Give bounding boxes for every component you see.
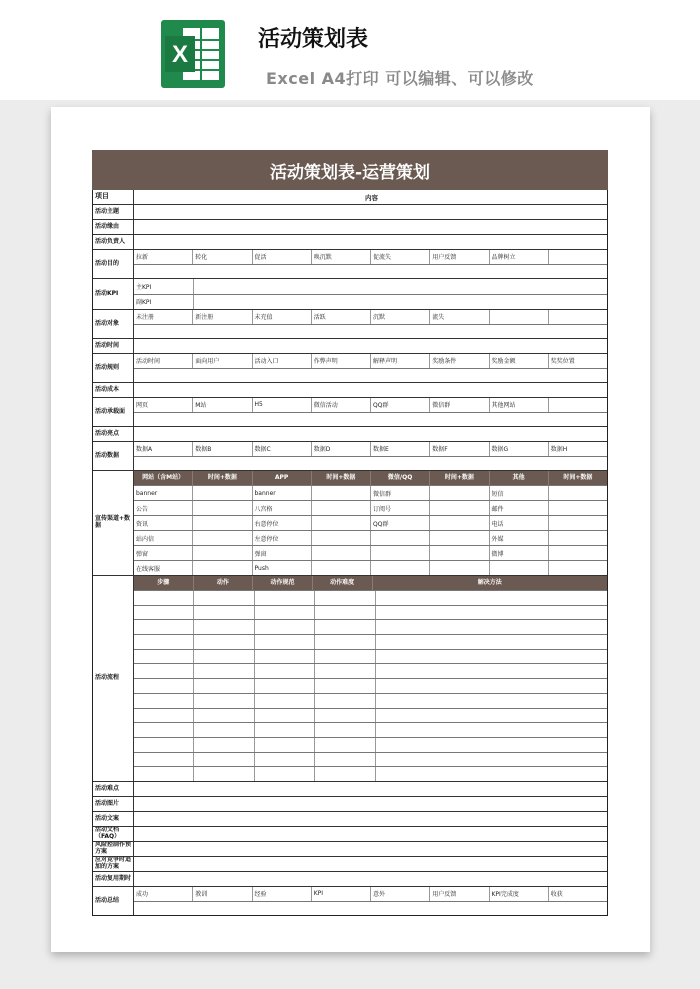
process-cell[interactable] [255, 723, 315, 737]
process-cell[interactable] [255, 694, 315, 708]
process-row [134, 766, 607, 781]
carrier-detail-cell[interactable] [134, 413, 607, 427]
process-cell[interactable] [315, 606, 375, 620]
channel-header: 网站（含M站） [134, 471, 193, 485]
carrier-item[interactable]: QQ群 [371, 398, 430, 412]
process-cell[interactable] [315, 738, 375, 752]
channel-cell[interactable]: 站内信 [134, 531, 193, 545]
process-cell[interactable] [376, 753, 608, 767]
channel-row [134, 485, 607, 500]
cell-reason[interactable] [134, 220, 607, 234]
row-difficulty [93, 781, 607, 796]
process-header: 动作难度 [313, 576, 373, 590]
process-cell[interactable] [255, 679, 315, 693]
rules-item[interactable]: 面向用户 [193, 354, 252, 368]
process-cell[interactable] [255, 664, 315, 678]
channel-cell[interactable] [549, 561, 607, 575]
rules-detail-cell[interactable] [134, 369, 607, 383]
process-cell[interactable] [134, 620, 194, 634]
row-owner [93, 234, 607, 249]
channel-header: 时间+数据 [430, 471, 489, 485]
label-process: 活动流程 [93, 576, 134, 781]
row-risk [93, 841, 607, 856]
data-detail-cell[interactable] [134, 457, 607, 471]
item-column-header: 项目 [93, 190, 134, 204]
channel-cell[interactable]: banner [134, 486, 193, 500]
channel-cell[interactable]: 短信 [490, 486, 549, 500]
channel-cell[interactable]: 订阅号 [371, 501, 430, 515]
goal-detail-cell[interactable] [134, 265, 607, 279]
process-cell[interactable] [134, 650, 194, 664]
page-title: 活动策划表 [258, 27, 369, 52]
channel-row [134, 545, 607, 560]
process-row [134, 590, 607, 605]
process-row [134, 708, 607, 723]
page-subtitle: Excel A4打印 可以编辑、可以修改 [266, 69, 534, 88]
cell-time[interactable] [134, 339, 607, 353]
process-cell[interactable] [376, 723, 608, 737]
target-item[interactable]: 未充值 [253, 310, 312, 324]
summary-item[interactable]: KPI完成度 [490, 887, 549, 901]
label-rules: 活动规则 [93, 354, 134, 382]
label-compete: 应对竞争时追加的方案 [93, 857, 134, 871]
process-cell[interactable] [255, 635, 315, 649]
process-cell[interactable] [376, 709, 608, 723]
target-item[interactable]: 新注册 [193, 310, 252, 324]
carrier-item[interactable] [549, 398, 607, 412]
channel-cell[interactable]: 外媒 [490, 531, 549, 545]
channel-cell[interactable]: banner [253, 486, 312, 500]
process-cell[interactable] [194, 650, 254, 664]
channel-cell[interactable] [549, 516, 607, 530]
label-target: 活动对象 [93, 310, 134, 338]
channel-cell[interactable] [193, 516, 252, 530]
process-cell[interactable] [255, 591, 315, 605]
cell-highlight[interactable] [134, 427, 607, 441]
label-faq: 活动文档（FAQ） [93, 827, 134, 841]
kpi-main[interactable]: 主KPI [134, 279, 194, 294]
summary-item[interactable]: 用户反馈 [430, 887, 489, 901]
channel-cell[interactable] [312, 486, 371, 500]
label-copy: 活动文案 [93, 812, 134, 826]
channel-cell[interactable] [193, 501, 252, 515]
channel-header: 时间+数据 [549, 471, 607, 485]
target-item[interactable] [549, 310, 607, 324]
process-cell[interactable] [315, 767, 375, 781]
label-cost: 活动成本 [93, 383, 134, 397]
channel-cell[interactable]: QQ群 [371, 516, 430, 530]
goal-item[interactable]: 拉新 [134, 250, 193, 264]
channel-cell[interactable]: 资讯 [134, 516, 193, 530]
target-item[interactable]: 活跃 [312, 310, 371, 324]
process-cell[interactable] [376, 738, 608, 752]
channel-cell[interactable]: 微信群 [371, 486, 430, 500]
process-cell[interactable] [376, 679, 608, 693]
rules-item[interactable]: 奖奖位置 [550, 358, 575, 366]
label-reason: 活动缘由 [93, 220, 134, 234]
cell-review[interactable] [134, 872, 607, 886]
channel-cell[interactable] [193, 486, 252, 500]
process-row [134, 693, 607, 708]
summary-detail-cell[interactable] [134, 902, 607, 916]
target-item[interactable]: 流失 [430, 310, 489, 324]
excel-icon [161, 20, 225, 88]
row-channel [93, 470, 607, 575]
process-cell[interactable] [315, 694, 375, 708]
channel-header: 时间+数据 [193, 471, 252, 485]
row-summary [93, 886, 607, 915]
planning-sheet [92, 150, 608, 911]
process-header: 步骤 [134, 576, 194, 590]
cell-risk[interactable] [134, 842, 607, 856]
process-cell[interactable] [255, 753, 315, 767]
process-cell[interactable] [134, 738, 194, 752]
channel-cell[interactable]: 在线客服 [134, 561, 193, 575]
channel-cell[interactable] [193, 561, 252, 575]
cell-compete[interactable] [134, 857, 607, 871]
process-cell[interactable] [134, 694, 194, 708]
channel-cell[interactable] [312, 561, 371, 575]
content-column-header: 内容 [365, 193, 378, 202]
summary-item[interactable]: 收获 [550, 891, 563, 899]
cell-copy[interactable] [134, 812, 607, 826]
process-cell[interactable] [194, 767, 254, 781]
process-cell[interactable] [255, 738, 315, 752]
process-cell[interactable] [315, 650, 375, 664]
process-cell[interactable] [194, 723, 254, 737]
channel-cell[interactable] [193, 546, 252, 560]
cell-difficulty[interactable] [134, 782, 607, 796]
rules-item[interactable]: 活动入口 [253, 354, 312, 368]
process-cell[interactable] [376, 635, 608, 649]
channel-header: 其他 [490, 471, 549, 485]
channel-cell[interactable] [490, 561, 549, 575]
process-row [134, 722, 607, 737]
row-images [93, 796, 607, 811]
label-highlight: 活动亮点 [93, 427, 134, 441]
goal-item[interactable]: 用户反馈 [430, 250, 489, 264]
row-highlight [93, 426, 607, 441]
process-row [134, 663, 607, 678]
process-cell[interactable] [194, 753, 254, 767]
row-review [93, 871, 607, 886]
channel-cell[interactable] [430, 516, 489, 530]
header [0, 0, 700, 100]
data-item[interactable]: 数据E [371, 442, 430, 456]
row-reason [93, 219, 607, 234]
planning-table [92, 190, 608, 916]
carrier-item[interactable]: 网页 [134, 398, 193, 412]
channel-cell[interactable] [371, 531, 430, 545]
channel-cell[interactable] [312, 501, 371, 515]
target-item[interactable]: 未注册 [134, 310, 193, 324]
row-copy [93, 811, 607, 826]
goal-item[interactable] [549, 250, 607, 264]
process-cell[interactable] [194, 679, 254, 693]
label-difficulty: 活动难点 [93, 782, 134, 796]
summary-item[interactable]: 成功 [134, 887, 193, 901]
target-item[interactable] [490, 310, 549, 324]
process-cell[interactable] [134, 664, 194, 678]
channel-cell[interactable] [430, 501, 489, 515]
rules-item[interactable]: 活动时间 [134, 354, 193, 368]
row-time [93, 338, 607, 353]
data-item[interactable]: 数据G [490, 442, 549, 456]
cell-theme[interactable] [134, 205, 607, 219]
process-cell[interactable] [376, 664, 608, 678]
channel-cell[interactable]: 八宫格 [253, 501, 312, 515]
channel-cell[interactable] [430, 486, 489, 500]
process-cell[interactable] [315, 679, 375, 693]
goal-item[interactable]: 品牌树立 [490, 250, 549, 264]
channel-cell[interactable] [430, 531, 489, 545]
process-cell[interactable] [255, 620, 315, 634]
rules-item[interactable]: 解释声明 [371, 354, 430, 368]
kpi-secondary-value[interactable] [194, 295, 607, 310]
goal-item[interactable]: 转化 [193, 250, 252, 264]
summary-item[interactable]: 教训 [193, 887, 252, 901]
channel-cell[interactable]: 电话 [490, 516, 549, 530]
row-target [93, 309, 607, 338]
process-cell[interactable] [194, 635, 254, 649]
channel-cell[interactable]: 微博 [490, 546, 549, 560]
channel-header: 时间+数据 [312, 471, 371, 485]
process-cell[interactable] [315, 709, 375, 723]
channel-cell[interactable]: 公告 [134, 501, 193, 515]
goal-item[interactable]: 促流失 [371, 250, 430, 264]
channel-cell[interactable]: 右意停位 [253, 516, 312, 530]
channel-header: APP [253, 471, 312, 485]
label-review: 活动复用期时 [93, 872, 134, 886]
data-item[interactable]: 数据C [253, 442, 312, 456]
label-summary: 活动总结 [93, 887, 134, 915]
process-cell[interactable] [376, 650, 608, 664]
goal-item[interactable]: 促活 [253, 250, 312, 264]
process-header: 解决方法 [373, 576, 608, 590]
data-item[interactable]: 数据B [193, 442, 252, 456]
carrier-item[interactable]: M站 [193, 398, 252, 412]
goal-item[interactable]: 唤沉默 [312, 250, 371, 264]
row-rules [93, 353, 607, 382]
process-row [134, 649, 607, 664]
svg-text:X: X [171, 41, 189, 68]
process-cell[interactable] [255, 709, 315, 723]
channel-cell[interactable] [312, 516, 371, 530]
process-cell[interactable] [134, 635, 194, 649]
channel-cell[interactable]: 弹窗 [134, 546, 193, 560]
table-header-row [93, 190, 607, 204]
kpi-main-value[interactable] [194, 279, 607, 294]
channel-cell[interactable] [312, 546, 371, 560]
process-cell[interactable] [134, 591, 194, 605]
row-compete [93, 856, 607, 871]
process-cell[interactable] [315, 723, 375, 737]
channel-cell[interactable] [549, 531, 607, 545]
label-risk: 风险控制作预方案 [93, 842, 134, 856]
kpi-secondary[interactable]: 副KPI [134, 295, 194, 310]
process-cell[interactable] [194, 709, 254, 723]
label-data: 活动数据 [93, 442, 134, 470]
process-cell[interactable] [315, 620, 375, 634]
process-cell[interactable] [376, 606, 608, 620]
process-cell[interactable] [376, 620, 608, 634]
summary-item[interactable]: 意外 [371, 887, 430, 901]
process-cell[interactable] [376, 694, 608, 708]
process-cell[interactable] [376, 767, 608, 781]
channel-cell[interactable] [549, 486, 607, 500]
channel-header: 微信/QQ [371, 471, 430, 485]
label-images: 活动图片 [93, 797, 134, 811]
process-cell[interactable] [134, 767, 194, 781]
process-cell[interactable] [255, 650, 315, 664]
cell-owner[interactable] [134, 235, 607, 249]
channel-cell[interactable] [312, 531, 371, 545]
process-cell[interactable] [376, 591, 608, 605]
data-item[interactable]: 数据F [430, 442, 489, 456]
carrier-item[interactable]: 其他网站 [490, 398, 549, 412]
process-cell[interactable] [255, 606, 315, 620]
channel-cell[interactable] [549, 546, 607, 560]
cell-images[interactable] [134, 797, 607, 811]
channel-row [134, 500, 607, 515]
process-cell[interactable] [194, 591, 254, 605]
process-cell[interactable] [315, 591, 375, 605]
data-item[interactable]: 数据D [312, 442, 371, 456]
channel-cell[interactable] [371, 546, 430, 560]
row-goal [93, 249, 607, 278]
channel-cell[interactable] [371, 561, 430, 575]
process-row [134, 605, 607, 620]
carrier-item[interactable]: 微信活动 [312, 398, 371, 412]
rules-item[interactable]: 奖励条件 [430, 354, 489, 368]
carrier-item[interactable]: 微信群 [430, 398, 489, 412]
carrier-item[interactable]: H5 [253, 398, 312, 412]
label-owner: 活动负责人 [93, 235, 134, 249]
process-cell[interactable] [134, 709, 194, 723]
process-cell[interactable] [194, 606, 254, 620]
row-kpi [93, 278, 607, 309]
channel-row [134, 560, 607, 575]
cell-cost[interactable] [134, 383, 607, 397]
channel-cell[interactable]: 左意停位 [253, 531, 312, 545]
process-row [134, 678, 607, 693]
process-row [134, 737, 607, 752]
process-cell[interactable] [134, 679, 194, 693]
row-carrier [93, 397, 607, 426]
channel-cell[interactable] [430, 561, 489, 575]
process-cell[interactable] [255, 767, 315, 781]
process-cell[interactable] [134, 606, 194, 620]
label-carrier: 活动承载面 [93, 398, 134, 426]
data-item[interactable]: 数据H [550, 446, 568, 454]
cell-faq[interactable] [134, 827, 607, 841]
row-faq [93, 826, 607, 841]
channel-cell[interactable] [430, 546, 489, 560]
target-detail-cell[interactable] [134, 325, 607, 339]
label-goal: 活动目的 [93, 250, 134, 278]
channel-row [134, 515, 607, 530]
label-kpi: 活动KPI [93, 279, 134, 309]
sheet-banner: 活动策划表-运营策划 [92, 150, 608, 190]
data-item[interactable]: 数据A [134, 442, 193, 456]
label-time: 活动时间 [93, 339, 134, 353]
summary-item[interactable]: KPI [312, 887, 371, 901]
row-theme [93, 204, 607, 219]
process-header: 动作 [194, 576, 254, 590]
row-process [93, 575, 607, 781]
process-cell[interactable] [134, 753, 194, 767]
row-data [93, 441, 607, 470]
channel-cell[interactable] [549, 501, 607, 515]
process-cell[interactable] [194, 620, 254, 634]
channel-cell[interactable]: 弹窗 [253, 546, 312, 560]
channel-cell[interactable] [193, 531, 252, 545]
process-row [134, 619, 607, 634]
process-header: 动作规范 [253, 576, 313, 590]
row-cost [93, 382, 607, 397]
process-row [134, 752, 607, 767]
process-cell[interactable] [194, 664, 254, 678]
channel-cell[interactable]: Push [253, 561, 312, 575]
process-row [134, 634, 607, 649]
process-cell[interactable] [194, 694, 254, 708]
target-item[interactable]: 沉默 [371, 310, 430, 324]
summary-item[interactable]: 经验 [253, 887, 312, 901]
rules-item[interactable]: 作弊声明 [312, 354, 371, 368]
process-cell[interactable] [315, 753, 375, 767]
process-cell[interactable] [134, 723, 194, 737]
channel-cell[interactable]: 邮件 [490, 501, 549, 515]
channel-row [134, 530, 607, 545]
label-theme: 活动主题 [93, 205, 134, 219]
process-cell[interactable] [194, 738, 254, 752]
process-cell[interactable] [315, 664, 375, 678]
rules-item[interactable]: 奖励金额 [490, 354, 549, 368]
label-channel: 宣传渠道+数据 [93, 471, 134, 575]
process-cell[interactable] [315, 635, 375, 649]
